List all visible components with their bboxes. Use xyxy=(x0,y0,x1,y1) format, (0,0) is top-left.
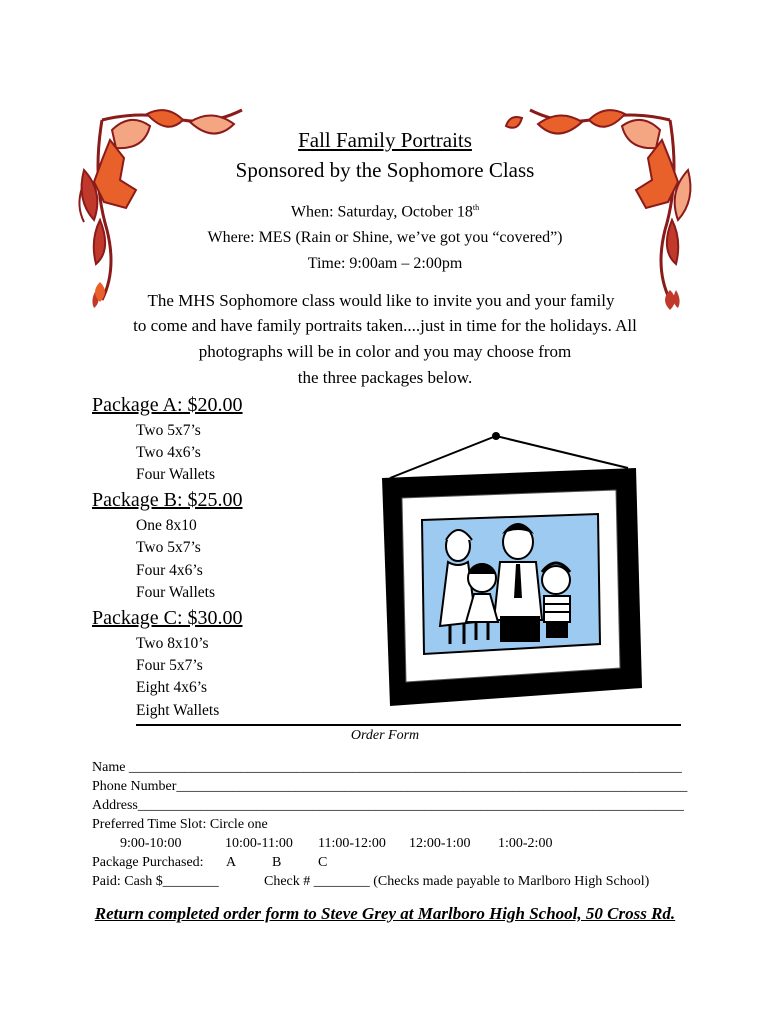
return-instructions: Return completed order form to Steve Grey at Marlboro High School, 50 Cross Rd. xyxy=(94,904,676,923)
package-purchased-label: Package Purchased: xyxy=(92,855,204,870)
event-when-text: When: Saturday, October 18 xyxy=(290,203,473,221)
package-item: One 8x10 xyxy=(136,517,197,534)
phone-field[interactable]: Phone Number_________________________________________________________________________ xyxy=(92,779,688,794)
package-option-a[interactable]: A xyxy=(226,855,237,870)
time-slot-option[interactable]: 12:00-1:00 xyxy=(409,836,471,851)
order-form-divider xyxy=(136,724,681,726)
event-where: Where: MES (Rain or Shine, we’ve got you “covered”) xyxy=(207,229,563,246)
package-b-heading: Package B: $25.00 xyxy=(92,489,243,511)
package-c-heading: Package C: $30.00 xyxy=(92,607,243,629)
time-slot-option[interactable]: 10:00-11:00 xyxy=(225,836,293,851)
package-item: Two 5x7’s xyxy=(136,422,201,439)
paid-check-field[interactable]: Check # ________ (Checks made payable to Marlboro High School) xyxy=(264,874,650,889)
package-item: Two 4x6’s xyxy=(136,444,201,461)
package-item: Four 5x7’s xyxy=(136,657,203,674)
package-item: Eight 4x6’s xyxy=(136,679,208,696)
package-item: Four 4x6’s xyxy=(136,562,203,579)
package-item: Two 8x10’s xyxy=(136,635,209,652)
paid-cash-field[interactable]: Paid: Cash $________ xyxy=(92,874,219,889)
time-slot-option[interactable]: 9:00-10:00 xyxy=(120,836,182,851)
event-time: Time: 9:00am – 2:00pm xyxy=(307,255,463,272)
package-option-b[interactable]: B xyxy=(272,855,282,870)
intro-line-3: photographs will be in color and you may choose from xyxy=(198,342,572,361)
event-when-suffix: th xyxy=(472,203,480,212)
intro-line-2: to come and have family portraits taken....just in time for the holidays. All xyxy=(133,316,637,335)
time-slot-option[interactable]: 11:00-12:00 xyxy=(318,836,386,851)
package-a-heading: Package A: $20.00 xyxy=(92,394,243,416)
time-slot-label: Preferred Time Slot: Circle one xyxy=(92,817,268,832)
package-item: Four Wallets xyxy=(136,466,215,483)
package-option-c[interactable]: C xyxy=(318,855,328,870)
framed-family-picture xyxy=(378,428,648,718)
package-item: Eight Wallets xyxy=(136,702,220,719)
page-subtitle: Sponsored by the Sophomore Class xyxy=(235,158,535,182)
intro-line-4: the three packages below. xyxy=(297,368,473,387)
page-title: Fall Family Portraits xyxy=(298,128,472,152)
time-slot-option[interactable]: 1:00-2:00 xyxy=(498,836,553,851)
package-item: Four Wallets xyxy=(136,584,215,601)
event-when xyxy=(0,203,770,221)
address-field[interactable]: Address______________________________________________________________________________ xyxy=(92,798,684,813)
name-field[interactable]: Name _______________________________________________________________________________ xyxy=(92,760,682,775)
package-item: Two 5x7’s xyxy=(136,539,201,556)
order-form-title: Order Form xyxy=(350,728,420,743)
intro-line-1: The MHS Sophomore class would like to invite you and your family xyxy=(147,291,615,310)
